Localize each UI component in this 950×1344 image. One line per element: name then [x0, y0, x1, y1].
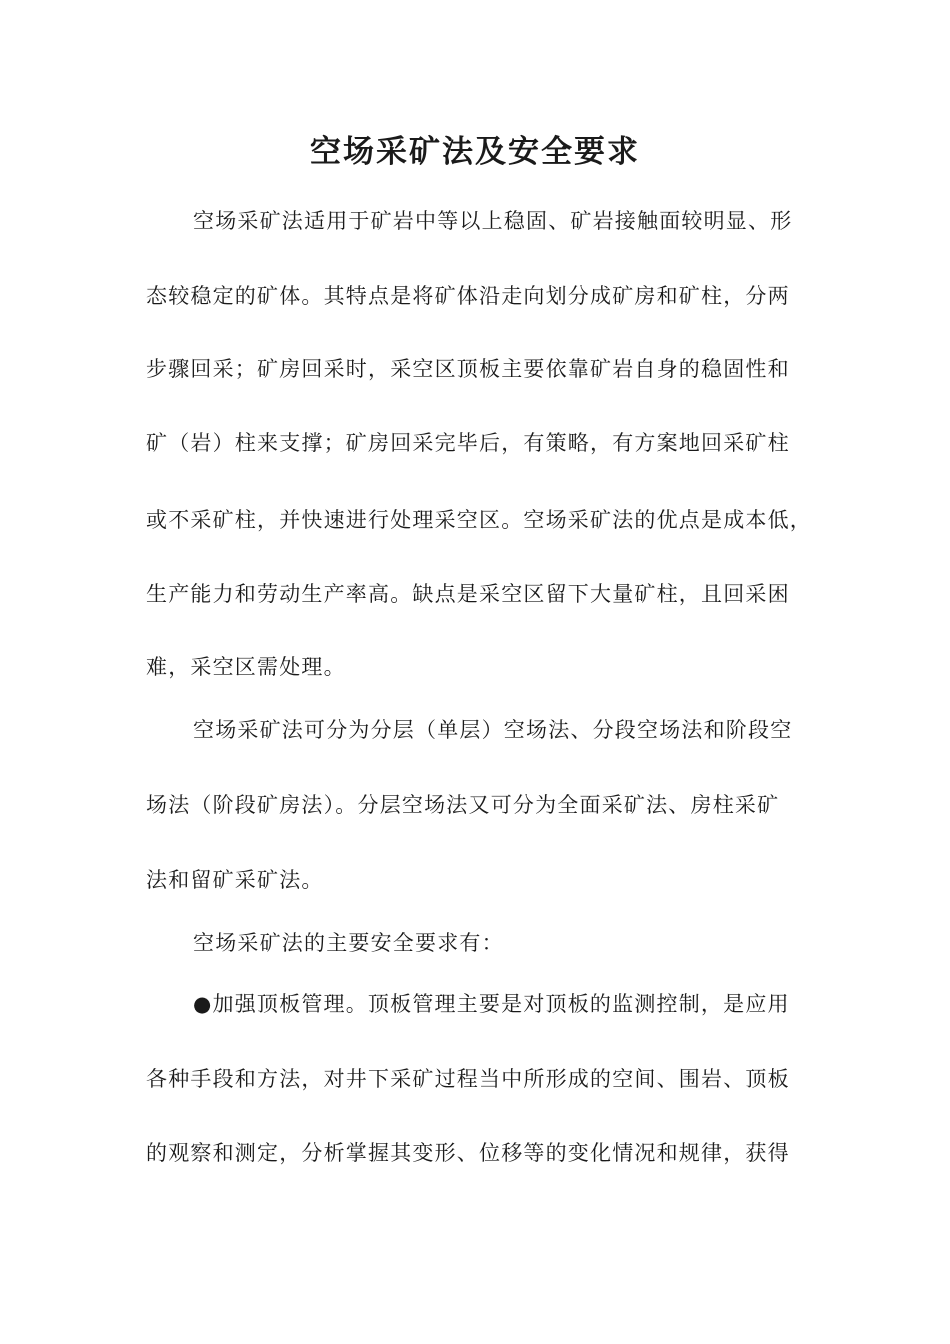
paragraph-line: 空场采矿法的主要安全要求有：: [193, 931, 504, 955]
paragraph-line: 矿（岩）柱来支撑；矿房回采完毕后，有策略，有方案地回采矿柱: [146, 431, 790, 455]
paragraph-line: 的观察和测定，分析掌握其变形、位移等的变化情况和规律，获得: [146, 1141, 790, 1165]
paragraph-line: 生产能力和劳动生产率高。缺点是采空区留下大量矿柱，且回采困: [146, 582, 790, 606]
paragraph-line: 步骤回采；矿房回采时，采空区顶板主要依靠矿岩自身的稳固性和: [146, 357, 790, 381]
paragraph-line: ●加强顶板管理。顶板管理主要是对顶板的监测控制，是应用: [193, 992, 790, 1016]
document-title: 空场采矿法及安全要求: [310, 134, 640, 170]
paragraph-line: 或不采矿柱，并快速进行处理采空区。空场采矿法的优点是成本低，: [146, 508, 812, 532]
paragraph-line: 难，采空区需处理。: [146, 655, 346, 679]
paragraph-line: 空场采矿法可分为分层（单层）空场法、分段空场法和阶段空: [193, 718, 793, 742]
paragraph-line: 场法（阶段矿房法）。分层空场法又可分为全面采矿法、房柱采矿: [146, 793, 780, 817]
paragraph-line: 空场采矿法适用于矿岩中等以上稳固、矿岩接触面较明显、形: [193, 209, 793, 233]
paragraph-line: 法和留矿采矿法。: [146, 868, 324, 892]
paragraph-line: 各种手段和方法，对井下采矿过程当中所形成的空间、围岩、顶板: [146, 1067, 790, 1091]
paragraph-line: 态较稳定的矿体。其特点是将矿体沿走向划分成矿房和矿柱，分两: [146, 284, 790, 308]
